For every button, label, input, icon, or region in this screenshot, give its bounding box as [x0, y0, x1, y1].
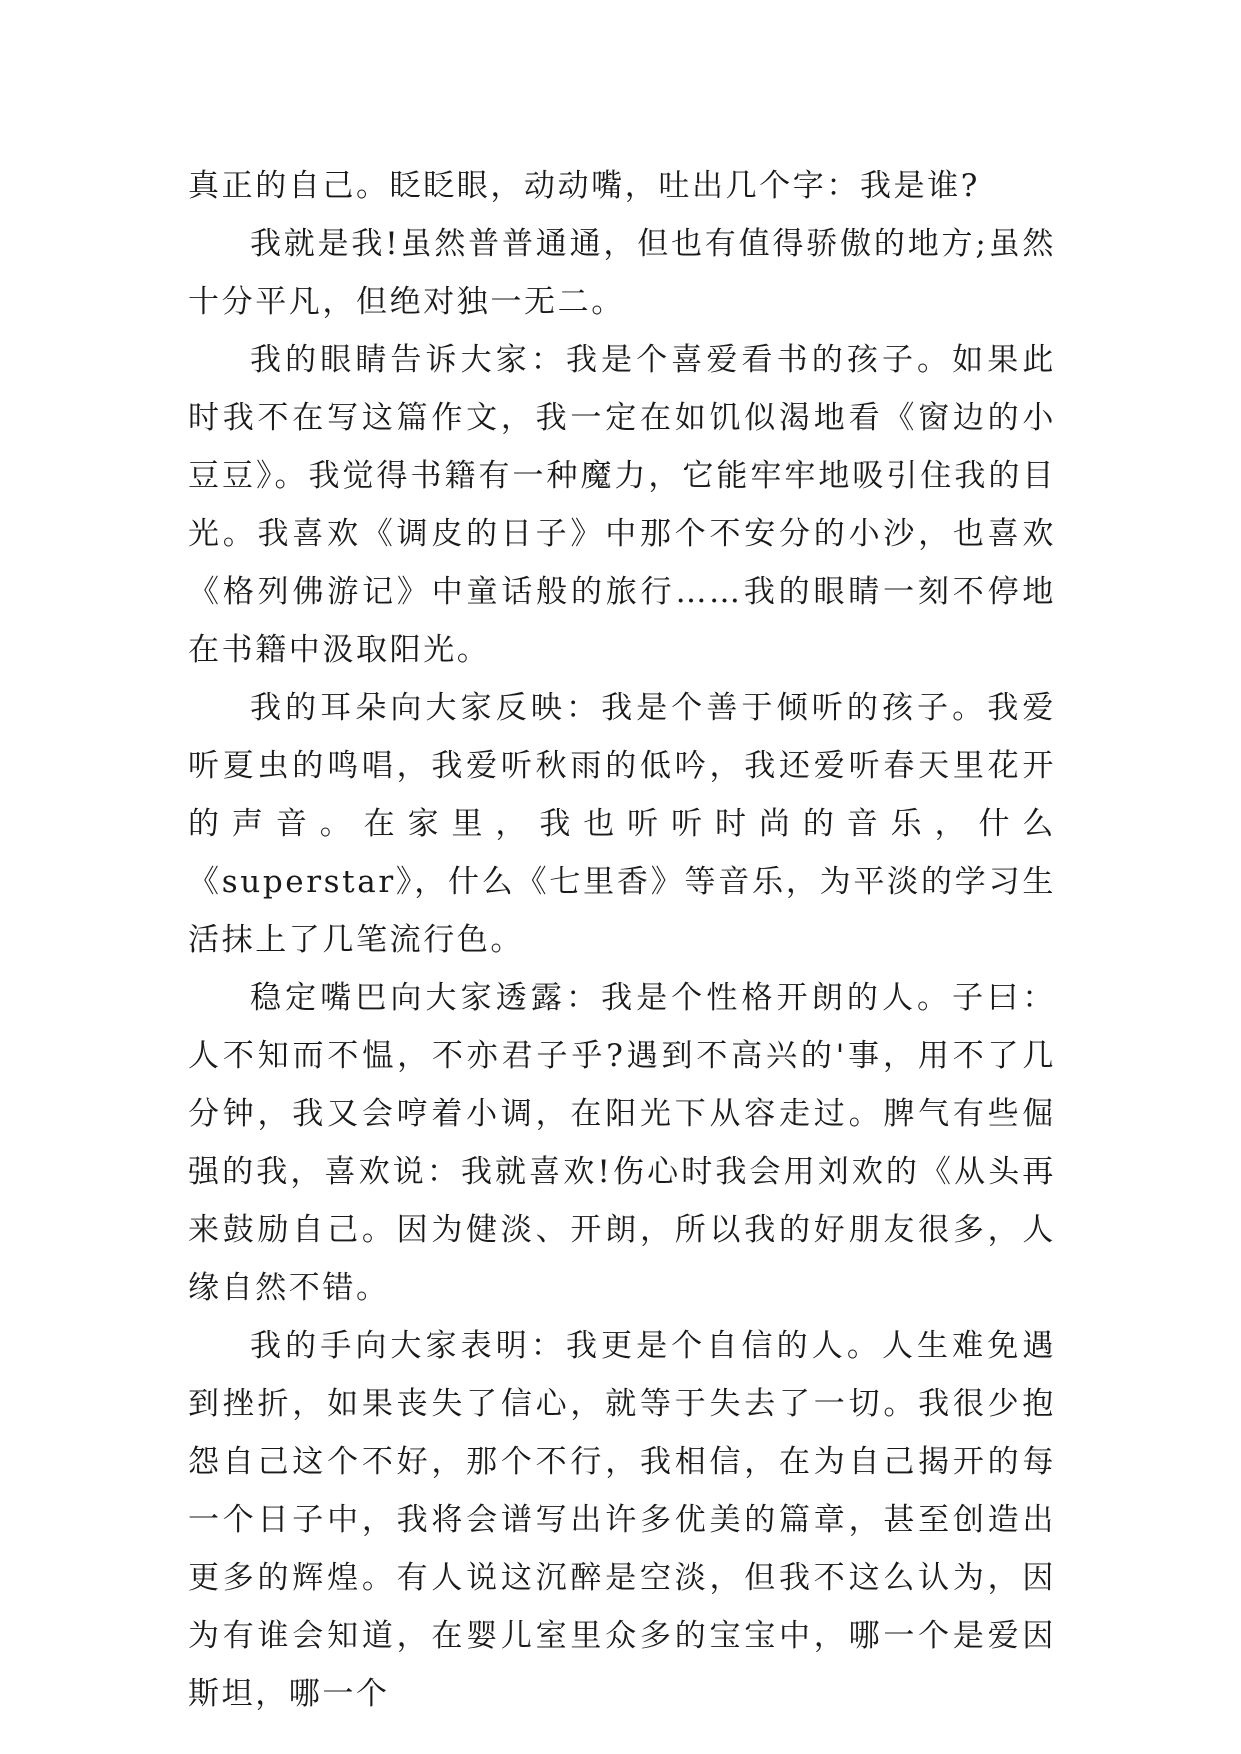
paragraph-mouth: 稳定嘴巴向大家透露：我是个性格开朗的人。子曰：人不知而不愠，不亦君子乎?遇到不高兴的'事，用不了几分钟，我又会哼着小调，在阳光下从容走过。脾气有些倔强的我，喜欢说：我就喜欢!伤心时我会用刘欢的《从头再来鼓励自己。因为健淡、开朗，所以我的好朋友很多，人缘自然不错。 [188, 980, 1056, 1306]
paragraph-hands: 我的手向大家表明：我更是个自信的人。人生难免遇到挫折，如果丧失了信心，就等于失去了一切。我很少抱怨自己这个不好，那个不行，我相信，在为自己揭开的每一个日子中，我将会谱写出许多优美的篇章，甚至创造出更多的辉煌。有人说这沉醉是空淡，但我不这么认为，因为有谁会知道，在婴儿室里众多的宝宝中，哪一个是爱因斯坦，哪一个 [188, 1328, 1056, 1712]
paragraph-ears: 我的耳朵向大家反映：我是个善于倾听的孩子。我爱听夏虫的鸣唱，我爱听秋雨的低吟，我还爱听春天里花开的声音。在家里，我也听听时尚的音乐，什么《superstar》，什么《七里香》等音乐，为平淡的学习生活抹上了几笔流行色。 [188, 690, 1056, 958]
paragraph-continued: 真正的自己。眨眨眼，动动嘴，吐出几个字：我是谁? [188, 168, 981, 204]
paragraph-me-is-me: 我就是我!虽然普普通通，但也有值得骄傲的地方;虽然十分平凡，但绝对独一无二。 [188, 226, 1056, 320]
paragraph-eyes: 我的眼睛告诉大家：我是个喜爱看书的孩子。如果此时我不在写这篇作文，我一定在如饥似渴地看《窗边的小豆豆》。我觉得书籍有一种魔力，它能牢牢地吸引住我的目光。我喜欢《调皮的日子》中那个不安分的小沙，也喜欢《格列佛游记》中童话般的旅行……我的眼睛一刻不停地在书籍中汲取阳光。 [188, 342, 1056, 668]
body-text [188, 157, 1056, 1723]
